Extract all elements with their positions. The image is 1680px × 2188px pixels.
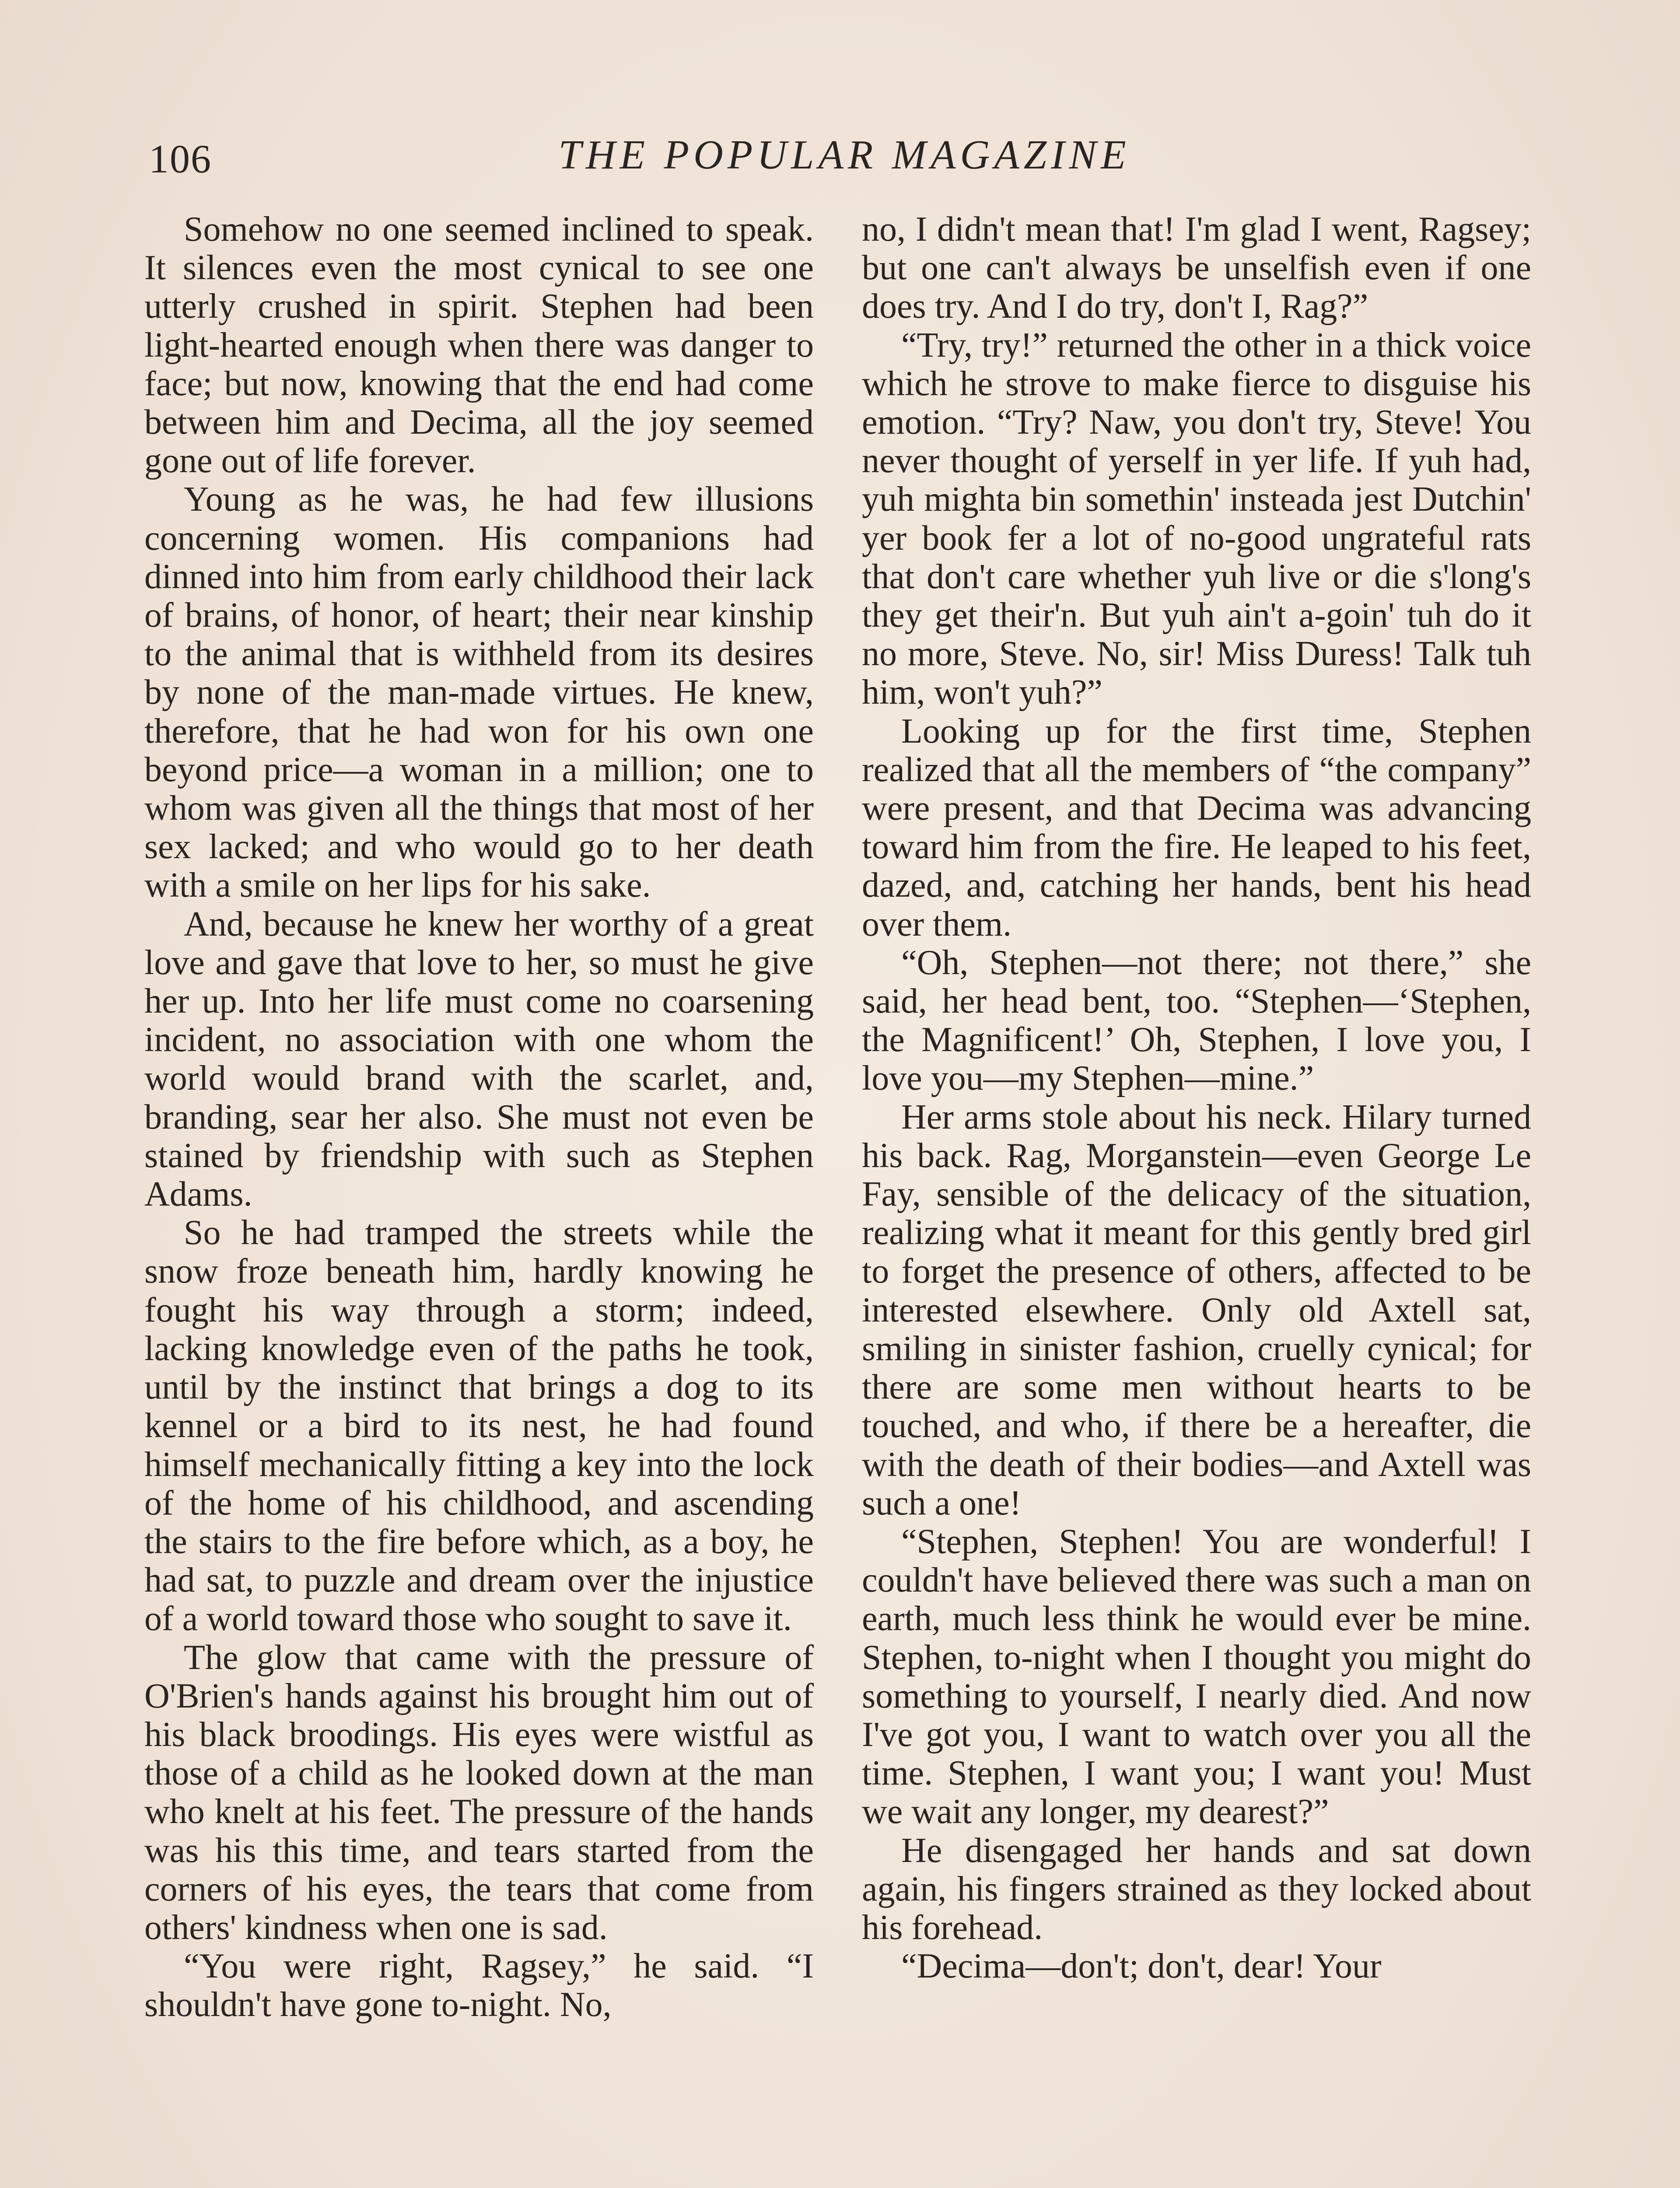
right-column — [862, 210, 1531, 1985]
paragraph: “Stephen, Stephen! You are wonderful! I couldn't have believed there was such a man on earth, much less think he would ever be mine. Stephen, to-night when I thought you might do something to yourself, I nearly died. And now I've got you, I want to watch over you all the time. Stephen, I want you; I want you! Must we wait any longer, my dearest?” — [862, 1522, 1531, 1831]
page-header — [149, 131, 1540, 188]
paragraph: So he had tramped the streets while the snow froze beneath him, hardly knowing he fought his way through a storm; indeed, lacking knowledge even of the paths he took, until by the instinct that brings a dog to its kennel or a bird to its nest, he had found himself mechanically fitting a key into the lock of the home of his childhood, and ascending the stairs to the fire before which, as a boy, he had sat, to puzzle and dream over the injustice of a world toward those who sought to save it. — [144, 1213, 814, 1638]
paragraph: Somehow no one seemed inclined to speak. It silences even the most cynical to see one utterly crushed in spirit. Stephen had been light-hearted enough when there was danger to face; but now, knowing that the end had come between him and Decima, all the joy seemed gone out of life forever. — [144, 210, 814, 480]
paragraph: “Try, try!” returned the other in a thick voice which he strove to make fierce to disguise his emotion. “Try? Naw, you don't try, Steve! You never thought of yerself in yer life. If yuh had, yuh mighta bin somethin' insteada jest Dutchin' yer book fer a lot of no-good ungrateful rats that don't care whether yuh live or die s'long's they get their'n. But yuh ain't a-goin' tuh do it no more, Steve. No, sir! Miss Duress! Talk tuh him, won't yuh?” — [862, 326, 1531, 712]
paragraph: “Oh, Stephen—not there; not there,” she said, her head bent, too. “Stephen—‘Stephen, the Magnificent!’ Oh, Stephen, I love you, I love you—my Stephen—mine.” — [862, 943, 1531, 1098]
paragraph: He disengaged her hands and sat down again, his fingers strained as they locked about his forehead. — [862, 1831, 1531, 1947]
left-column — [144, 210, 814, 2024]
paragraph: And, because he knew her worthy of a great love and gave that love to her, so must he give her up. Into her life must come no coarsening incident, no association with one whom the world would brand with the scarlet, and, branding, sear her also. She must not even be stained by friendship with such as Stephen Adams. — [144, 905, 814, 1214]
paragraph: no, I didn't mean that! I'm glad I went, Ragsey; but one can't always be unselfish even if one does try. And I do try, don't I, Rag?” — [862, 210, 1531, 326]
paragraph: The glow that came with the pressure of O'Brien's hands against his brought him out of his black broodings. His eyes were wistful as those of a child as he looked down at the man who knelt at his feet. The pressure of the hands was his this time, and tears started from the corners of his eyes, the tears that come from others' kindness when one is sad. — [144, 1638, 814, 1947]
paragraph: “You were right, Ragsey,” he said. “I shouldn't have gone to-night. No, — [144, 1947, 814, 2024]
paragraph: Looking up for the first time, Stephen realized that all the members of “the company” were present, and that Decima was advancing toward him from the fire. He leaped to his feet, dazed, and, catching her hands, bent his head over them. — [862, 712, 1531, 943]
page-number: 106 — [149, 137, 212, 181]
paragraph: Young as he was, he had few illusions concerning women. His companions had dinned into him from early childhood their lack of brains, of honor, of heart; their near kinship to the animal that is withheld from its desires by none of the man-made virtues. He knew, therefore, that he had won for his own one beyond price—a woman in a million; one to whom was given all the things that most of her sex lacked; and who would go to her death with a smile on her lips for his sake. — [144, 480, 814, 905]
paragraph: Her arms stole about his neck. Hilary turned his back. Rag, Morganstein—even George Le Fay, sensible of the delicacy of the situation, realizing what it meant for this gently bred girl to forget the presence of others, affected to be interested elsewhere. Only old Axtell sat, smiling in sinister fashion, cruelly cynical; for there are some men without hearts to be touched, and who, if there be a hereafter, die with the death of their bodies—and Axtell was such a one! — [862, 1098, 1531, 1522]
paragraph: “Decima—don't; don't, dear! Your — [901, 1947, 1382, 1986]
running-title: THE POPULAR MAGAZINE — [558, 132, 1130, 178]
